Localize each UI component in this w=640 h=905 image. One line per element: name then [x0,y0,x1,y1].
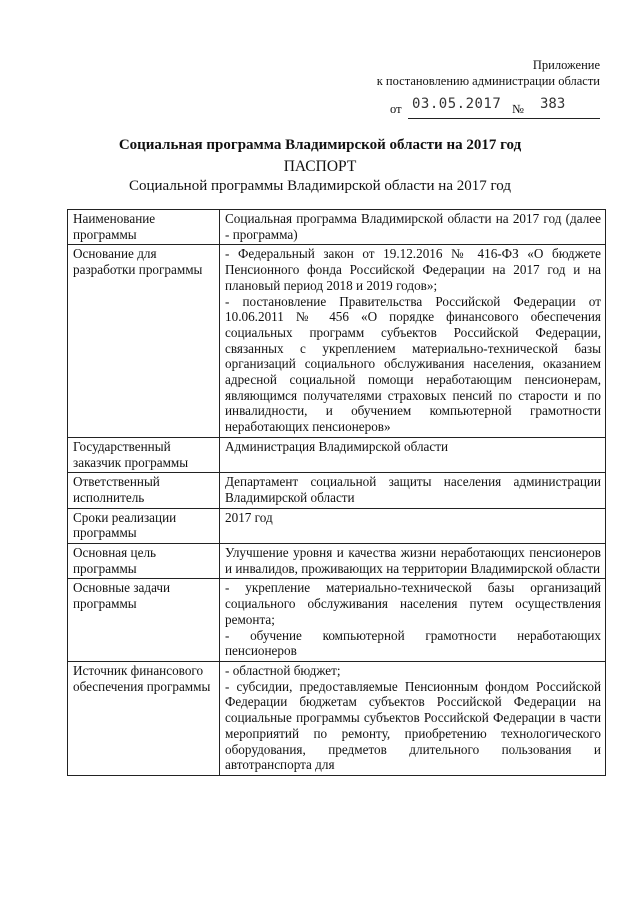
row-label: Сроки реализации программы [68,508,220,543]
row-value [220,437,606,472]
resolution-number: 383 [540,96,566,112]
row-value [220,473,606,508]
row-value [220,661,606,775]
row-label: Основная цель программы [68,544,220,579]
row-value [220,210,606,245]
row-label: Ответственный исполнитель [68,473,220,508]
row-value-paragraph: 2017 год [225,509,273,525]
row-value [220,544,606,579]
table-row [68,245,606,437]
passport-table [67,209,606,776]
date-prefix: от [390,102,402,116]
table-row [68,508,606,543]
row-value-paragraph: - постановление Правительства Российской Федерации от 10.06.2011 № 456 «О порядке финансового обеспечения социальных программ субъектов Российской Федерации, связанных с укреплением материально-технической базы организаций социального обслуживания населения, оказанием адресной социальной помощи неработающим пенсионерам, являющимся получателями страховых пенсий по старости и по инвалидности, и обучением компьютерной грамотности неработающих пенсионеров» [225,293,601,435]
row-value-paragraph: - укрепление материально-технической базы организаций социального обслуживания населения путем осуществления ремонта; [225,580,601,627]
row-value-paragraph: - обучение компьютерной грамотности неработающих пенсионеров [225,627,601,659]
date-underline [408,118,600,119]
appendix-title: Приложение [532,58,600,72]
row-value-paragraph: - субсидии, предоставляемые Пенсионным фондом Российской Федерации бюджетам субъектов Российской Федерации на социальные программы субъектов Российской Федерации в части мероприятий по ремонту, приобретению технологического оборудования, предметов длительного пользования и автотранспорта для [225,678,601,773]
row-value-paragraph: - Федеральный закон от 19.12.2016 № 416-ФЗ «О бюджете Пенсионного фонда Российской Федерации на 2017 год и на плановый период 2018 и 2019 годов»; [225,246,601,293]
row-value-paragraph: Улучшение уровня и качества жизни неработающих пенсионеров и инвалидов, проживающих на территории Владимирской области [225,545,601,576]
document-title: Социальная программа Владимирской области на 2017 год [118,137,522,153]
table-row [68,544,606,579]
passport-table-body [68,210,606,776]
row-value-paragraph: Социальная программа Владимирской области на 2017 год (далее - программа) [225,211,601,242]
number-prefix: № [512,102,524,116]
table-row [68,473,606,508]
passport-heading: ПАСПОРТ [283,158,357,175]
appendix-subtitle: к постановлению администрации области [376,74,600,88]
resolution-date: 03.05.2017 [412,96,502,112]
row-label: Основание для разработки программы [68,245,220,437]
row-label: Наименование программы [68,210,220,245]
row-value-paragraph: Администрация Владимирской области [225,438,449,454]
table-row [68,437,606,472]
row-label: Государственный заказчик программы [68,437,220,472]
row-label: Основные задачи программы [68,579,220,662]
row-value [220,245,606,437]
table-row [68,661,606,775]
row-value [220,508,606,543]
row-value-paragraph: - областной бюджет; [225,662,341,678]
passport-subtitle: Социальной программы Владимирской области на 2017 год [129,178,511,194]
appendix-block [376,58,600,116]
table-row [68,210,606,245]
page-bottom-mask [67,818,606,905]
row-value-paragraph: Департамент социальной защиты населения администрации Владимирской области [225,474,601,505]
row-label: Источник финансового обеспечения программы [68,661,220,775]
table-row [68,579,606,662]
row-value [220,579,606,662]
